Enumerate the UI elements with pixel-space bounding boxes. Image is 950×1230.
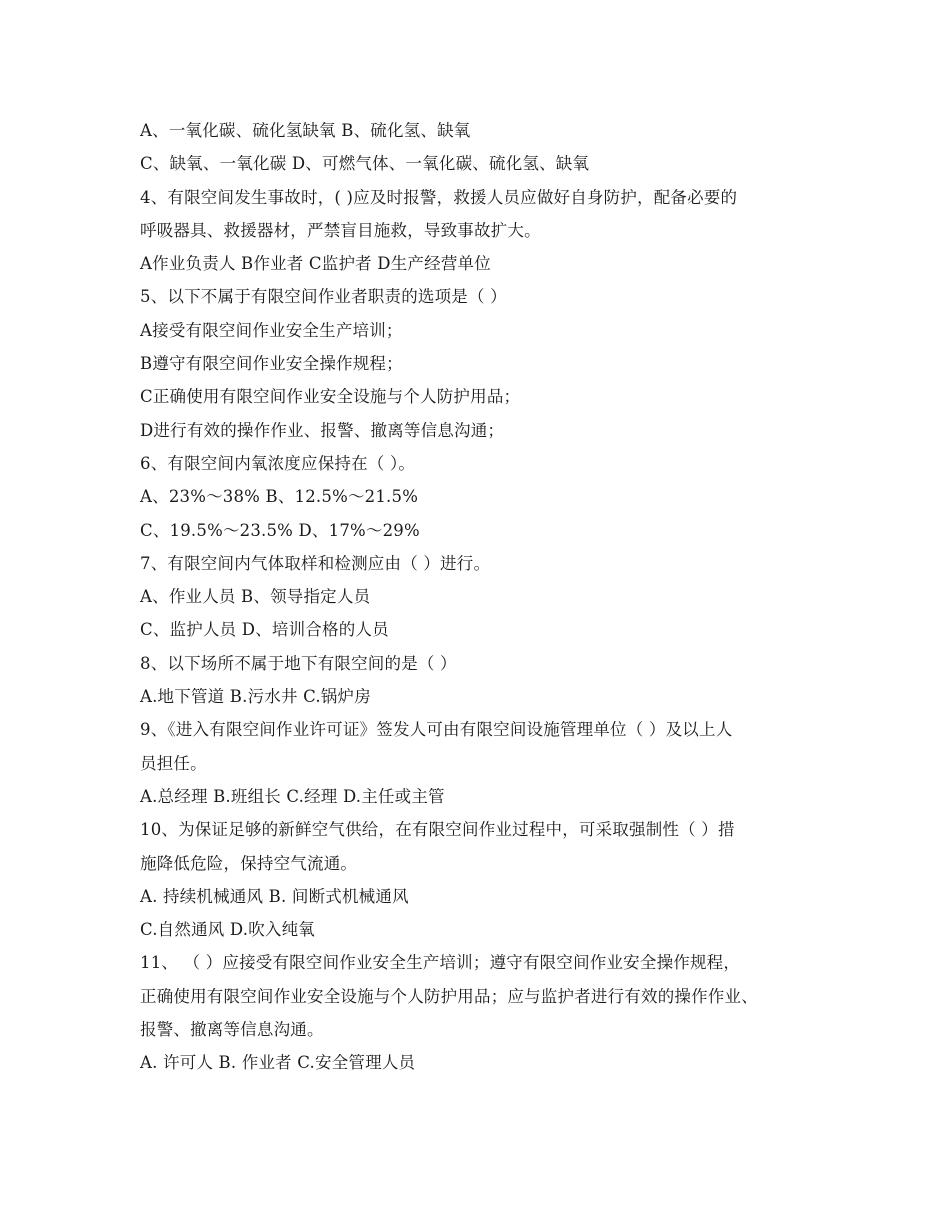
question-4-line1: 4、有限空间发生事故时，( )应及时报警，救援人员应做好自身防护，配备必要的 bbox=[140, 187, 738, 207]
question-4-line2: 呼吸器具、救援器材，严禁盲目施救，导致事故扩大。 bbox=[140, 220, 541, 240]
question-5: 5、以下不属于有限空间作业者职责的选项是（ ） bbox=[140, 287, 507, 307]
answer-options-q4: A作业负责人 B作业者 C监护者 D生产经营单位 bbox=[140, 254, 491, 274]
question-6: 6、有限空间内氧浓度应保持在（ ）。 bbox=[140, 453, 416, 473]
answer-options-q6-line1: A、23%～38% B、12.5%～21.5% bbox=[140, 487, 419, 507]
question-11-line1: 11、 （ ）应接受有限空间作业安全生产培训；遵守有限空间作业安全操作规程， bbox=[140, 953, 741, 973]
answer-options-q3-line1: A、一氧化碳、硫化氢缺氧 B、硫化氢、缺氧 bbox=[140, 121, 471, 140]
answer-options-q10-line1: A. 持续机械通风 B. 间断式机械通风 bbox=[140, 886, 409, 906]
question-9-line1: 9、《进入有限空间作业许可证》签发人可由有限空间设施管理单位（ ）及以上人 bbox=[140, 720, 733, 740]
answer-options-q8: A.地下管道 B.污水井 C.锅炉房 bbox=[140, 687, 371, 707]
question-10-line1: 10、为保证足够的新鲜空气供给，在有限空间作业过程中，可采取强制性（ ）措 bbox=[140, 820, 735, 840]
question-11-line3: 报警、撤离等信息沟通。 bbox=[140, 1020, 324, 1040]
answer-options-q7-line1: A、作业人员 B、领导指定人员 bbox=[140, 587, 371, 607]
answer-options-q10-line2: C.自然通风 D.吹入纯氧 bbox=[140, 920, 316, 940]
answer-options-q11: A. 许可人 B. 作业者 C.安全管理人员 bbox=[140, 1053, 416, 1073]
answer-option-q5-c: C正确使用有限空间作业安全设施与个人防护用品； bbox=[140, 387, 521, 407]
answer-option-q5-d: D进行有效的操作作业、报警、撤离等信息沟通； bbox=[140, 420, 505, 440]
answer-options-q7-line2: C、监护人员 D、培训合格的人员 bbox=[140, 620, 389, 640]
question-8: 8、以下场所不属于地下有限空间的是（ ） bbox=[140, 653, 457, 673]
question-7: 7、有限空间内气体取样和检测应由（ ）进行。 bbox=[140, 553, 491, 573]
document-body bbox=[140, 114, 830, 1080]
question-10-line2: 施降低危险，保持空气流通。 bbox=[140, 853, 358, 873]
answer-options-q3-line2: C、缺氧、一氧化碳 D、可燃气体、一氧化碳、硫化氢、缺氧 bbox=[140, 154, 590, 174]
answer-option-q5-a: A接受有限空间作业安全生产培训； bbox=[140, 320, 403, 340]
answer-options-q6-line2: C、19.5%～23.5% D、17%～29% bbox=[140, 520, 420, 540]
question-9-line2: 员担任。 bbox=[140, 753, 207, 773]
answer-option-q5-b: B遵守有限空间作业安全操作规程； bbox=[140, 354, 403, 374]
answer-options-q9: A.总经理 B.班组长 C.经理 D.主任或主管 bbox=[140, 786, 445, 806]
question-11-line2: 正确使用有限空间作业安全设施与个人防护用品；应与监护者进行有效的操作作业、 bbox=[140, 986, 758, 1006]
